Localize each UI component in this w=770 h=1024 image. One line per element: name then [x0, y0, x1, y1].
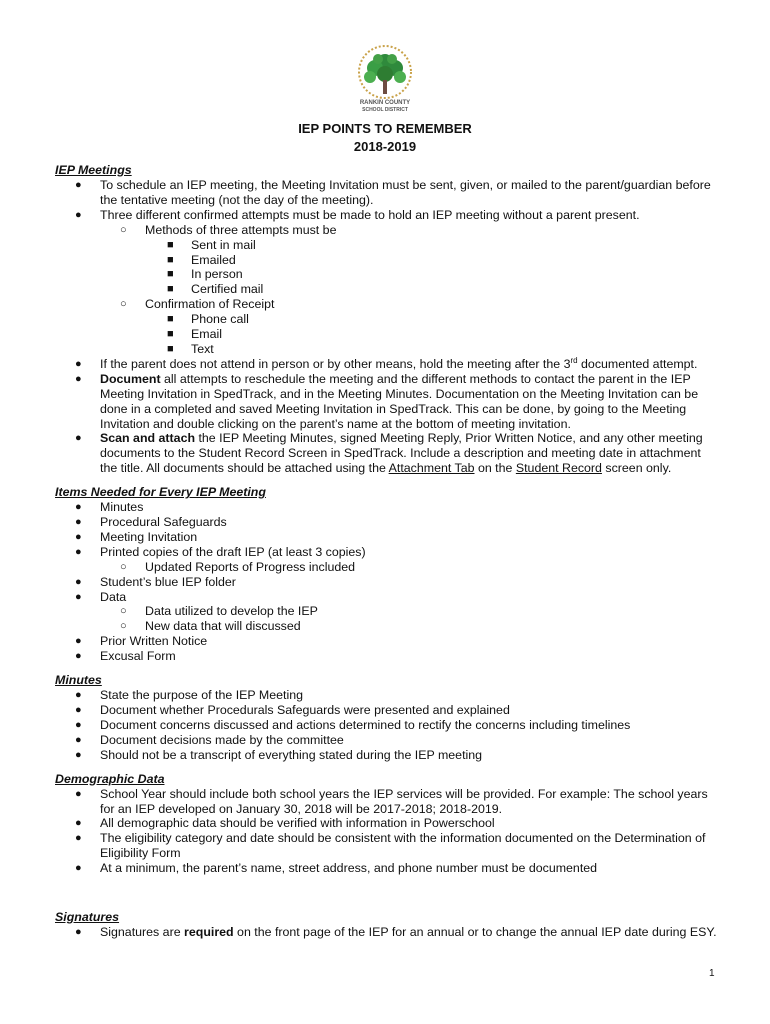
section-heading-demographic-data: Demographic Data: [55, 771, 165, 786]
list-item: ● Procedural Safeguards: [75, 515, 227, 530]
list-item: ○ Methods of three attempts must be: [120, 222, 337, 237]
list-item: ■ Text: [167, 341, 214, 356]
minutes-list: [55, 688, 720, 763]
list-item: ■ Emailed: [167, 252, 236, 267]
list-item: ● All demographic data should be verified with information in Powerschool: [75, 816, 495, 831]
list-item: ● To schedule an IEP meeting, the Meeting Invitation must be sent, given, or mailed to the parent/guardian before the tentative meeting (not the day of the meeting).: [75, 178, 711, 207]
section-heading-iep-meetings: IEP Meetings: [55, 163, 132, 177]
list-item: ● Document decisions made by the committee: [75, 732, 344, 747]
school-year: 2018-2019: [353, 139, 417, 154]
list-item: ● Three different confirmed attempts must be made to hold an IEP meeting without a parent present.: [75, 207, 640, 222]
section-heading-minutes: Minutes: [55, 673, 102, 688]
list-item: ● School Year should include both school years the IEP services will be provided. For example: The school years for an IEP developed on January 30, 2018 will be 2017-2018; 2018-2019.: [75, 786, 708, 816]
tree-logo-icon: [345, 42, 425, 116]
list-item: ■ In person: [167, 267, 243, 282]
list-item: ■ Certified mail: [167, 282, 264, 297]
list-item: ○ New data that will discussed: [120, 619, 301, 634]
list-item: ● Scan and attach the IEP Meeting Minutes, signed Meeting Reply, Prior Written Notice, and any other meeting documents to the Student Record Screen in SpedTrack. Include a description and meeting date in attachment the title. All documents should be attached using the Attachment Tab on the Student Record screen only.: [75, 431, 703, 476]
signatures-list: [55, 925, 720, 940]
list-item: ● Meeting Invitation: [75, 529, 198, 544]
demographic-list: [55, 787, 720, 876]
svg-text:SCHOOL DISTRICT: SCHOOL DISTRICT: [362, 107, 408, 113]
list-item: ● At a minimum, the parent’s name, street address, and phone number must be documented: [75, 861, 598, 876]
document-body: [55, 163, 720, 940]
list-item: ● Printed copies of the draft IEP (at least 3 copies): [75, 544, 366, 559]
svg-text:RANKIN COUNTY: RANKIN COUNTY: [359, 100, 411, 106]
list-item: ● Student’s blue IEP folder: [75, 574, 236, 589]
list-item: ■ Sent in mail: [167, 237, 256, 252]
list-item: ● Document concerns discussed and actions determined to rectify the concerns including timelines: [75, 717, 631, 732]
list-item: ○ Data utilized to develop the IEP: [120, 604, 318, 619]
section-heading-signatures: Signatures: [55, 910, 120, 925]
list-item: ● Prior Written Notice: [75, 634, 208, 649]
list-item: ○ Confirmation of Receipt: [120, 297, 275, 312]
list-item: ● If the parent does not attend in person or by other means, hold the meeting after the 3rd documented attempt.: [75, 355, 698, 371]
page-number: 1: [709, 968, 715, 979]
list-item: ● Document whether Procedurals Safeguards were presented and explained: [75, 703, 510, 717]
list-item: ● Signatures are required on the front page of the IEP for an annual or to change the annual IEP date during ESY.: [75, 925, 717, 940]
list-item: ● State the purpose of the IEP Meeting: [75, 688, 303, 703]
student-record-ref: Student Record: [515, 461, 602, 476]
list-item: ● Excusal Form: [75, 649, 176, 664]
list-item: ○ Updated Reports of Progress included: [120, 559, 356, 574]
iep-meetings-list: [55, 178, 720, 476]
items-needed-list: [55, 500, 720, 664]
section-heading-items-needed: Items Needed for Every IEP Meeting: [55, 485, 266, 500]
attachment-tab-ref: Attachment Tab: [388, 461, 475, 476]
list-item: ● The eligibility category and date should be consistent with the information documented on the Determination of Eligibility Form: [75, 831, 706, 861]
list-item: ■ Phone call: [167, 312, 249, 327]
list-item: ● Document all attempts to reschedule the meeting and the different methods to contact the parent in the IEP Meeting Invitation in SpedTrack, and in the Meeting Minutes. Documentation on the Meeting Invitation can be done in a completed and saved Meeting Invitation in SpedTrack. This can be done, by going to the Meeting Invitation and double clicking on the parent’s name at the bottom of meeting invitation.: [75, 371, 699, 431]
list-item: ● Should not be a transcript of everything stated during the IEP meeting: [75, 747, 483, 762]
list-item: ● Data: [75, 589, 127, 604]
list-item: ● Minutes: [75, 500, 144, 515]
page-title: IEP POINTS TO REMEMBER: [298, 121, 472, 136]
list-item: ■ Email: [167, 327, 222, 342]
